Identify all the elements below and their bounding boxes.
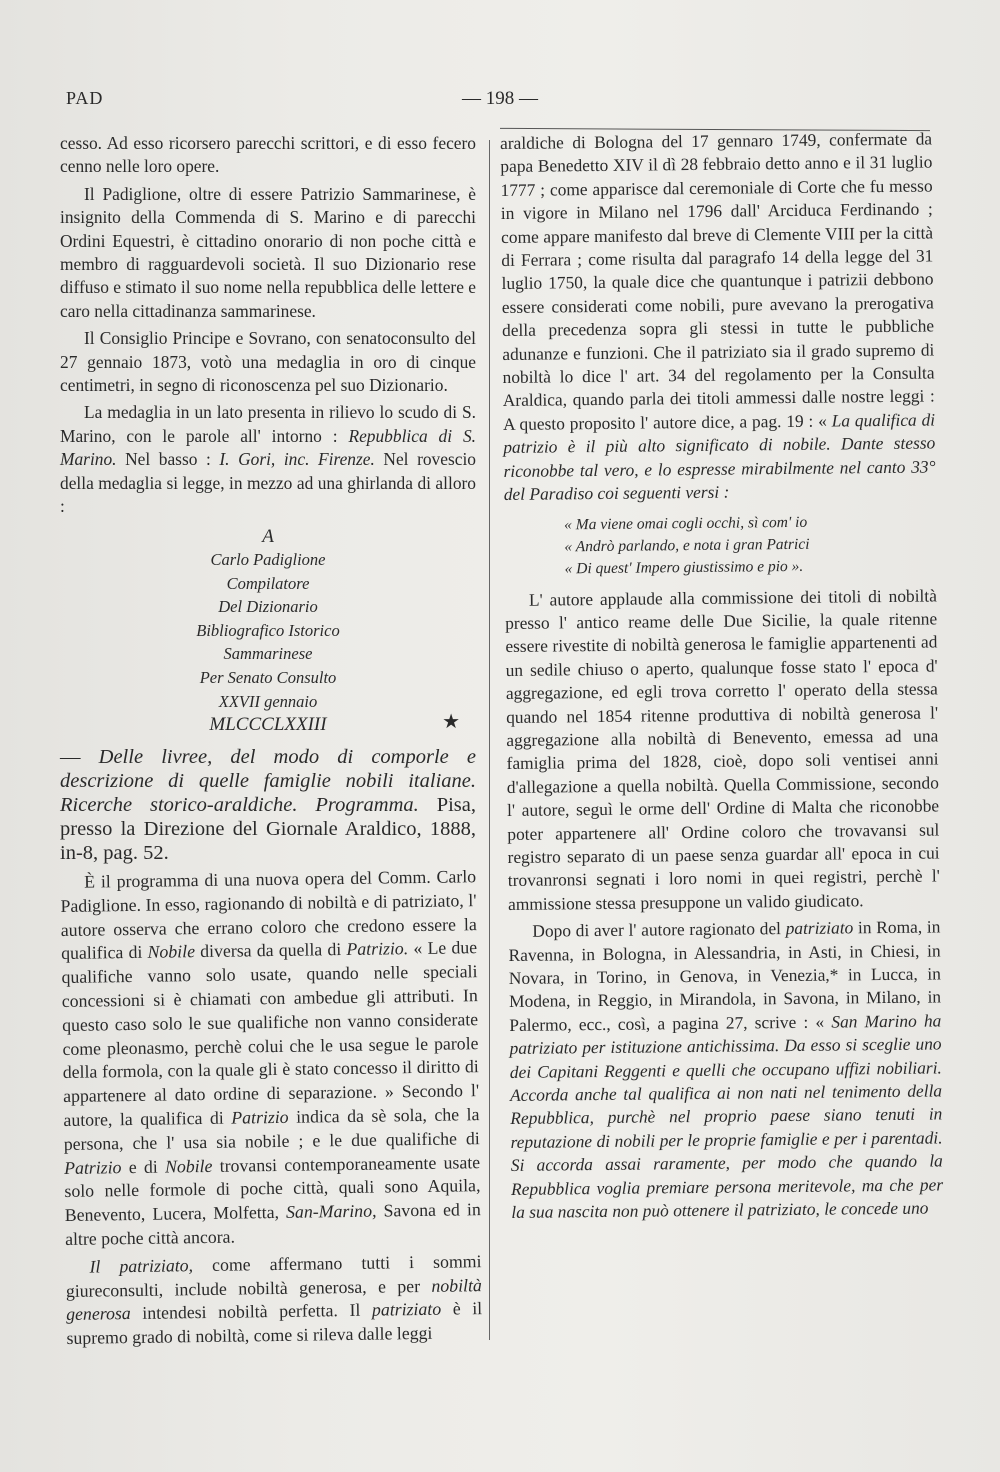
left-paragraph-1: cesso. Ad esso ricorsero parecchi scrittori, e di esso fecero cenno nelle loro opere. (60, 133, 476, 177)
italic-span: Il patriziato, (89, 1254, 194, 1277)
inscription-line: Bibliografico Istorico (196, 620, 340, 640)
italic-span: patriziato (371, 1298, 442, 1320)
italic-span: San Marino ha patriziato per istituzione antichissima. Da esso si sceglie uno dei Capitani Reggenti e quelli che occupano uffizi nobiliari. Accorda anche tal qualifica ai non nati nel tenimento della Repubblica, purchè nel proprio paese siano tenuti in reputazione di nobili per le proprie famiglie e per i parentadi. Si accorda assai raramente, per modo che quando la Repubblica voglia premiare persona meritevole, ma che per la sua nascita non può ottenere il patriziato, le concede uno (509, 1010, 944, 1223)
text-span: Savona ed in altre poche città ancora. (64, 1199, 481, 1249)
italic-span: Patrizio (231, 1106, 289, 1128)
text-span: Nel basso : (116, 449, 220, 470)
entry-dash: — (60, 745, 99, 768)
italic-span: La qualifica di patrizio è il più alto significato di nobile. Dante stesso riconobbe tal vero, e lo espresse mirabilmente nel canto 33° del Paradiso coi seguenti versi : (503, 409, 936, 505)
left-column (60, 132, 483, 1351)
text-span: araldiche di Bologna del 17 gennaro 1749, confermate da papa Benedetto XIV il dì 28 febbraio detto anno e il 31 luglio 1777 ; come apparisce dal ceremoniale di Corte che fu messo in vigore in Milano nel 1796 dall' Arciduca Ferdinando ; come appare manifesto dal breve di Clemente VIII per la città di Ferrara ; come risulta dal paragrafo 14 della legge del 31 luglio 1750, la quale dice che quantunque i patrizii debbono essere considerati come nobili, pure avevano la prerogativa della precedenza sopra gli stessi in tutte le pubbliche adunanze e funzioni. Che il patriziato sia il grado supremo di nobiltà lo dice l' art. 34 del regolamento per la Consulta Araldica, quando parla dei titoli ammessi dalle nostre leggi : A questo proposito l' autore dice, a pag. 19 : « (500, 128, 935, 434)
verse-line: « Andrò parlando, e nota i gran Patrici (564, 535, 810, 555)
inscription-line: MLCCCLXXIII (209, 714, 327, 736)
text-span: La medaglia in un lato presenta in rilievo lo scudo di S. Marino, con le parole all' intorno : (60, 402, 476, 446)
text-span: Dopo di aver l' autore ragionato del (532, 918, 786, 941)
inscription-line: Carlo Padiglione (210, 550, 326, 570)
text-span: è il supremo grado di nobiltà, come si rileva dalle leggi (66, 1298, 483, 1348)
text-span: diversa da quella di (194, 939, 347, 962)
text-span: Nel rovescio della medaglia si legge, in mezzo ad una ghirlanda di alloro : (60, 449, 476, 517)
entry-title: Delle livree, del modo di comporle e descrizione di quelle famiglie nobili italiane. Ricerche storico-araldiche. Programma. (60, 745, 477, 816)
inscription-line: Compilatore (226, 573, 310, 593)
text-span: come affermano tutti i sommi giureconsulti, include nobiltà generosa, e per (65, 1250, 482, 1301)
entry-publication: Pisa, presso la Direzione del Giornale Araldico, 1888, in-8, pag. 52. (60, 793, 476, 864)
italic-span: Patrizio. (346, 938, 409, 960)
inscription-line: Sammarinese (223, 644, 313, 664)
star-icon: ★ (442, 711, 460, 734)
text-span: trovansi contemporaneamente usate solo nelle formole di poche città, quali sono Aquila, Benevento, Lucera, Molfetta, (64, 1151, 481, 1225)
text-span: intendesi nobiltà perfetta. Il (130, 1299, 373, 1324)
italic-span: Nobile (164, 1155, 213, 1176)
verse-line: « Ma viene omai cogli occhi, sì com' io (564, 513, 808, 533)
left-lower-block (60, 865, 483, 1351)
italic-span: patriziato (785, 917, 854, 939)
left-paragraph-5 (60, 865, 481, 1252)
left-paragraph-6 (65, 1250, 482, 1351)
left-paragraph-4 (60, 401, 476, 518)
section-label: PAD (66, 88, 104, 108)
left-paragraph-2: Il Padiglione, oltre di essere Patrizio Sammarinese, è insignito della Commenda di S. Marino e di parecchi Ordini Equestri, è cittadino onorario di non poche città e membro di ragguardevoli società. Il suo Dizionario rese diffuso e stimato il suo nome nella repubblica delle lettere e caro nella cittadinanza sammarinese. (60, 183, 476, 321)
italic-span: San-Marino, (285, 1200, 377, 1222)
text-span: « Le due qualifiche vanno solo usate, quando nelle speciali concessioni si è chiamati con ambedue gli attributi. In questo caso solo le sue qualifiche non vanno considerate come pleonasmo, perchè colui che le usa segue le parole della formola, con la quale gli è stato concesso il diritto di appartenere al dato ordine di separazione. » Secondo l' autore, la qualifica di (61, 937, 480, 1130)
bibliographic-entry (60, 745, 476, 865)
left-paragraph-3: Il Consiglio Principe e Sovrano, con senatoconsulto del 27 gennaio 1873, votò una medaglia in oro di cinque centimetri, in segno di riconoscenza pel suo Dizionario. (60, 328, 476, 396)
text-span: e di (121, 1155, 166, 1177)
italic-span: nobiltà generosa (66, 1274, 482, 1325)
dante-verses (564, 510, 937, 580)
inscription-line: Del Dizionario (218, 597, 318, 617)
text-span: in Roma, in Ravenna, in Bologna, in Alessandria, in Asti, in Chiesi, in Novara, in Torino, in Genova, in Venezia,* in Lucca, in Modena, in Reggio, in Mirandola, in Savona, in Milano, in Palermo, ecc., così, a pagina 27, scrive : « (508, 916, 942, 1035)
column-divider (489, 140, 490, 1340)
right-paragraph-1 (500, 127, 936, 506)
text-span: È il programma di una nuova opera del Comm. Carlo Padiglione. In esso, ragionando di nobiltà e di patriziato, l' autore osserva che errano coloro che credono essere la qualifica di (60, 866, 477, 964)
inscription-line: A (262, 525, 274, 547)
medal-inscription (60, 525, 476, 737)
italic-span: Nobile (147, 941, 196, 963)
right-column (500, 127, 943, 1224)
inscription-line: Per Senato Consulto (199, 668, 337, 688)
text-span: indica da sè sola, che la persona, che l' usa sia nobile ; e le due qualifiche di (63, 1103, 480, 1154)
italic-span: Repubblica di S. Marino. (60, 425, 476, 470)
right-paragraph-2: L' autore applaude alla commissione dei titoli di nobiltà presso l' antico reame delle Due Sicilie, la quale ritenne essere rivestite di nobiltà generosa le famiglie appartenenti ad un sedile chiuso o aperto, qualunque fosse stato l' epoca d' aggregazione, ed egli trova corretto l' operato della stessa quando nel 1854 ritenne produttiva di nobiltà generosa l' aggregazione alla nobiltà di Benevento, emessa ad una famiglia prima del 1828, cioè, dopo soli ventisei anni d'allegazione a quella nobiltà. Quella Commissione, secondo l' autore, seguì le orme dell' Ordine di Malta che riconobbe poter appartenere all' Ordine coloro che trovavansi sul registro separato di un paese senza guardar all' epoca in cui trovanronsi segnati i loro nomi in quei registri, perchè l' ammissione stessa presuppone un valido giudicato. (505, 584, 940, 914)
inscription-line: XXVII gennaio (218, 691, 318, 711)
italic-span: I. Gori, inc. Firenze. (219, 449, 375, 470)
verse-line: « Di quest' Impero giustissimo e pio ». (564, 557, 804, 577)
page-header (66, 88, 934, 118)
page-number: — 198 — (462, 88, 538, 109)
italic-span: Patrizio (64, 1156, 122, 1178)
right-paragraph-3 (508, 916, 943, 1225)
